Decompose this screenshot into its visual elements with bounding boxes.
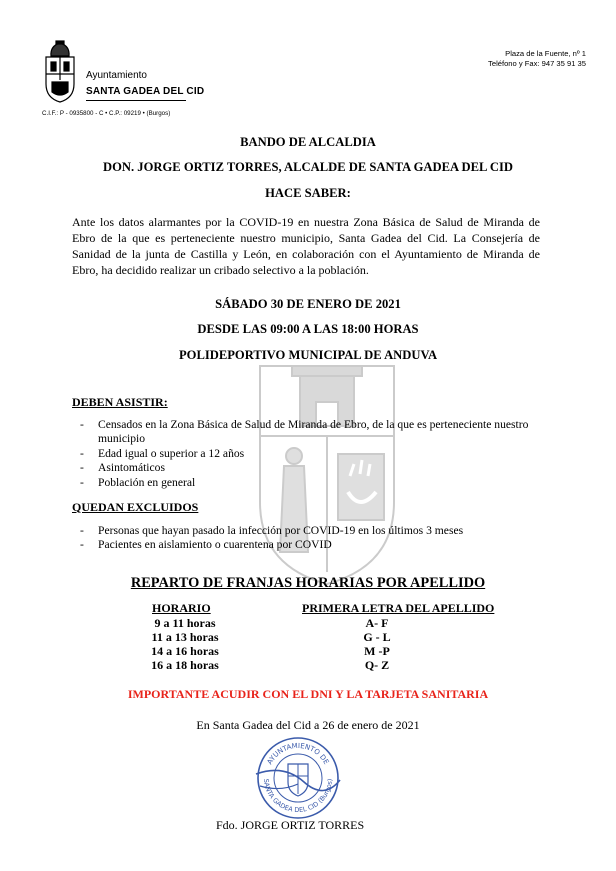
list-item: - Asintomáticos <box>80 461 550 475</box>
seal-text-top: AYUNTAMIENTO DE <box>265 741 331 766</box>
list-item: - Edad igual o superior a 12 años <box>80 447 550 461</box>
list-item: - Población en general <box>80 476 550 490</box>
deben-asistir-list <box>80 418 550 490</box>
letra-column-header: PRIMERA LETRA DEL APELLIDO <box>302 601 495 615</box>
table-row-letras: Q- Z <box>364 658 390 672</box>
table-row-horario: 11 a 13 horas <box>151 630 219 644</box>
horario-column-header: HORARIO <box>152 601 211 615</box>
table-row-horario: 14 a 16 horas <box>151 644 219 658</box>
list-item: - Personas que hayan pasado la infección por COVID-19 en los últimos 3 meses <box>80 524 550 538</box>
bando-title: BANDO DE ALCALDIA <box>240 135 376 149</box>
seal-text-bottom: SANTA GADEA DEL CID (Burgos) <box>261 778 335 815</box>
event-place: POLIDEPORTIVO MUNICIPAL DE ANDUVA <box>178 348 438 362</box>
address-block <box>488 49 586 69</box>
address-line: Plaza de la Fuente, nº 1 <box>505 49 586 58</box>
date-line: En Santa Gadea del Cid a 26 de enero de 2021 <box>196 718 420 732</box>
header-divider <box>86 100 186 101</box>
list-item: - Censados en la Zona Básica de Salud de Miranda de Ebro, de la que es perteneciente nuestro municipio <box>80 418 550 447</box>
hace-saber-heading: HACE SABER: <box>265 186 351 200</box>
table-row-horario: 16 a 18 horas <box>151 658 219 672</box>
intro-paragraph: Ante los datos alarmantes por la COVID-19 en nuestra Zona Básica de Salud de Miranda de Ebro de la que es perteneciente nuestro municipio, Santa Gadea del Cid. La Consejería de Sanidad de la junta de Castilla y León, en colaboración con el Ayuntamiento de Miranda de Ebro, ha decidido realizar un cribado selectivo a la población. <box>72 215 540 277</box>
list-item: - Pacientes en aislamiento o cuarentena por COVID <box>80 538 550 552</box>
mayor-line: DON. JORGE ORTIZ TORRES, ALCALDE DE SANTA GADEA DEL CID <box>103 160 513 174</box>
quedan-excluidos-list <box>80 524 550 553</box>
event-date: SÁBADO 30 DE ENERO DE 2021 <box>215 297 401 311</box>
event-time: DESDE LAS 09:00 A LAS 18:00 HORAS <box>197 322 419 336</box>
phone-fax-line: Teléfono y Fax: 947 35 91 35 <box>488 59 586 68</box>
reparto-title: REPARTO DE FRANJAS HORARIAS POR APELLIDO <box>130 575 486 591</box>
org-name-line1: Ayuntamiento <box>86 70 147 81</box>
official-seal-icon <box>254 734 342 822</box>
table-row-horario: 9 a 11 horas <box>154 616 216 630</box>
deben-asistir-heading: DEBEN ASISTIR: <box>72 395 168 409</box>
coat-of-arms-icon <box>42 40 78 104</box>
table-row-letras: G - L <box>363 630 391 644</box>
table-row-letras: A- F <box>365 616 389 630</box>
org-name-line2: SANTA GADEA DEL CID <box>86 86 205 97</box>
quedan-excluidos-heading: QUEDAN EXCLUIDOS <box>72 500 199 514</box>
signature-line: Fdo. JORGE ORTIZ TORRES <box>216 818 365 832</box>
cif-line: C.I.F.: P - 0935800 - C • C.P.: 09219 • (Burgos) <box>42 110 171 117</box>
important-notice: IMPORTANTE ACUDIR CON EL DNI Y LA TARJETA SANITARIA <box>127 687 489 701</box>
table-row-letras: M -P <box>364 644 390 658</box>
